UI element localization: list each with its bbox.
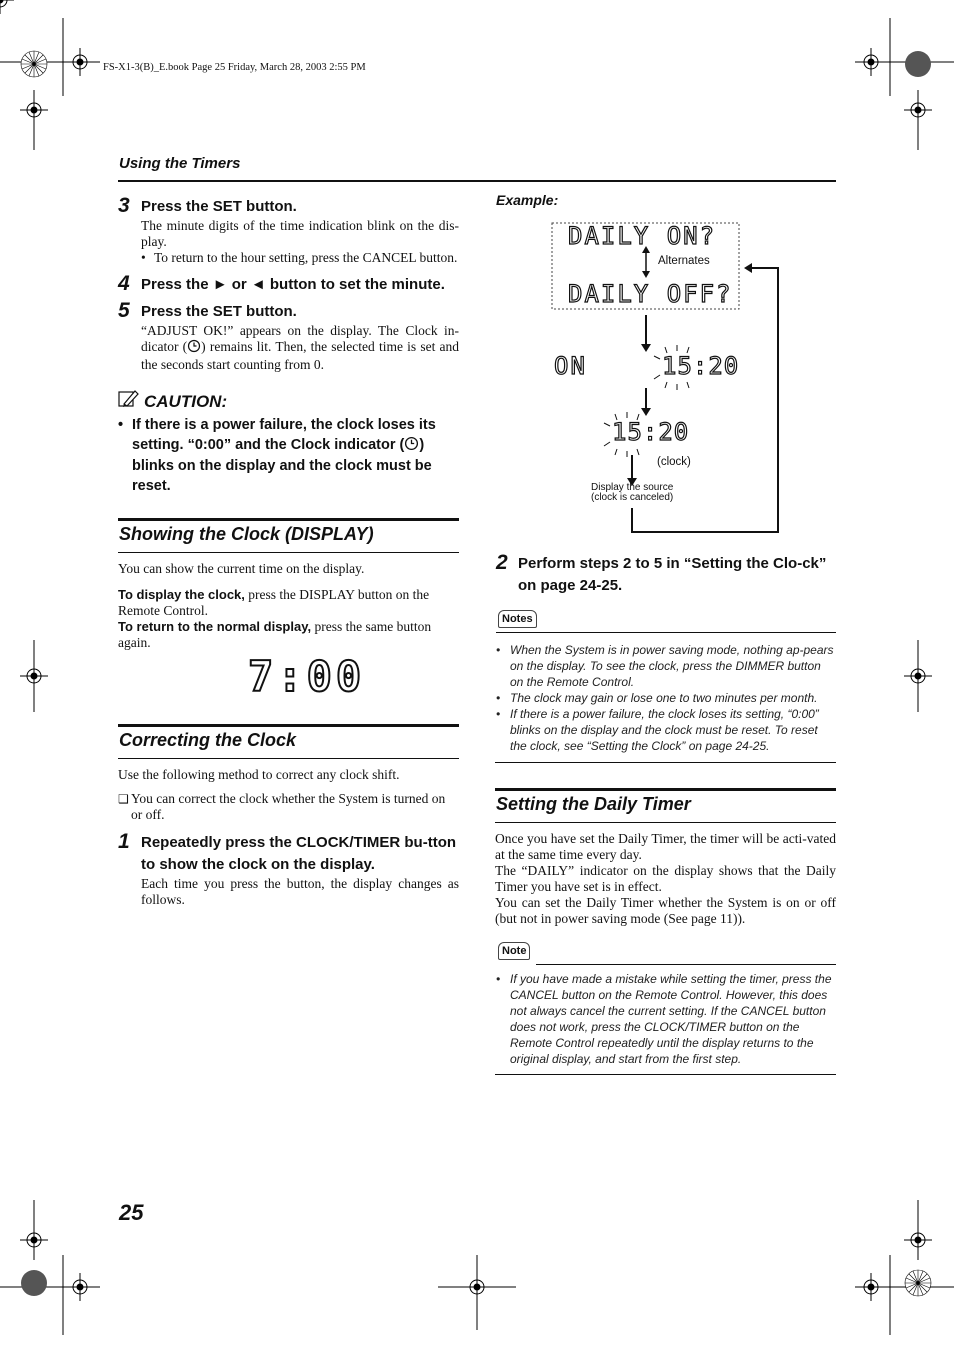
notes-block <box>496 610 836 754</box>
showing-p2: To return to the normal display, press the same button again. <box>118 619 432 650</box>
note-end-rule <box>495 1074 836 1075</box>
step-body-a: “ADJUST OK!” appears on the display. The Clock in-dicator ( <box>141 323 459 354</box>
section-title-correcting: Correcting the Clock <box>119 730 297 750</box>
step-title: Press the SET button. <box>141 198 297 215</box>
section-rule-top <box>495 788 836 791</box>
notes-rule <box>496 632 836 633</box>
step-body: Each time you press the button, the display changes as follows. <box>141 876 459 907</box>
lcd-clock-display: 7:00 <box>248 652 366 701</box>
section-rule-top <box>118 518 459 521</box>
caution-text <box>118 416 459 496</box>
source-label: Display the source (clock is canceled) <box>591 482 674 503</box>
showing-intro: You can show the current time on the display. <box>118 561 365 576</box>
note-rule <box>536 964 836 965</box>
lcd-on-time: 15:20 <box>662 352 740 380</box>
notes-header <box>496 610 836 634</box>
example-label: Example: <box>496 192 559 208</box>
step-5 <box>118 301 459 373</box>
note-item: • The clock may gain or lose one to two minutes per month. <box>496 691 818 705</box>
step-number: 4 <box>118 272 130 295</box>
step-title: Press the SET button. <box>141 303 297 320</box>
notes-badge: Notes <box>498 610 537 628</box>
step-number: 3 <box>118 194 130 217</box>
step-number: 1 <box>118 830 130 853</box>
step-1 <box>118 832 459 908</box>
step-title: Press the ► or ◄ button to set the minute. <box>141 276 445 293</box>
showing-p1: To display the clock, press the DISPLAY button on the Remote Control. <box>118 587 430 618</box>
step-body <box>141 323 459 373</box>
section-rule-bottom <box>118 552 459 553</box>
showing-content <box>118 561 459 651</box>
note-item: • If there is a power failure, the clock loses its setting, “0:00” blinks on the display and the clock must be reset. To reset the clock, see “Setting the Clock” on page 24-25. <box>496 707 819 753</box>
daily-p3: You can set the Daily Timer whether the System is on or off (but not in power saving mode (See page 11)). <box>495 895 836 926</box>
left-column <box>118 196 459 496</box>
daily-content <box>495 831 836 927</box>
clock-indicator-icon <box>404 436 419 458</box>
step-4 <box>118 274 459 296</box>
notes-list <box>496 642 836 754</box>
step-body: The minute digits of the time indication blink on the dis-play. <box>141 218 459 249</box>
display-sequence-diagram <box>540 220 790 540</box>
lcd-on: ON <box>554 352 587 380</box>
section-rule-bottom <box>118 758 459 759</box>
lcd-daily-off: DAILY OFF? <box>568 280 733 308</box>
page-number: 25 <box>119 1200 144 1225</box>
lcd-clock-time: 15:20 <box>612 418 690 446</box>
daily-p2: The “DAILY” indicator on the display shows that the Daily Timer you have set is in effect. <box>495 863 836 894</box>
step-body-b: ) remains lit. Then, the selected time is set and the seconds start counting from 0. <box>141 339 459 372</box>
correcting-content <box>118 767 459 823</box>
bullet-dot: • <box>118 417 124 433</box>
lcd-daily-on: DAILY ON? <box>568 222 717 250</box>
pencil-icon <box>118 389 140 414</box>
correcting-check-item: ❑ You can correct the clock whether the System is turned on or off. <box>118 791 446 822</box>
running-header-title: Using the Timers <box>119 155 241 172</box>
caution-heading <box>118 389 459 414</box>
caution-title: CAUTION: <box>144 391 228 411</box>
step-title: Perform steps 2 to 5 in “Setting the Clo-ck” on page 24-25. <box>518 555 827 594</box>
step-number: 2 <box>496 551 508 574</box>
caution-body: If there is a power failure, the clock loses its setting. “0:00” and the Clock indicator ( ) blinks on the display and the clock must be reset. <box>132 417 436 494</box>
step-title: Repeatedly press the CLOCK/TIMER bu-tton to show the clock on the display. <box>141 834 457 873</box>
note-item: • When the System is in power saving mode, nothing ap-pears on the display. To see the clock, press the DIMMER button on the Remote Control. <box>496 643 834 689</box>
section-rule-top <box>118 724 459 727</box>
correcting-intro: Use the following method to correct any clock shift. <box>118 767 400 782</box>
section-title-showing: Showing the Clock (DISPLAY) <box>119 524 374 544</box>
step-bullet <box>141 250 459 266</box>
checkbox-icon: ❑ <box>118 792 129 806</box>
notes-end-rule <box>495 762 836 763</box>
step-number: 5 <box>118 299 130 322</box>
header-rule <box>118 180 836 182</box>
caution-block <box>118 389 459 496</box>
step-3 <box>118 196 459 266</box>
clock-label: (clock) <box>657 456 691 468</box>
note-header <box>496 942 836 966</box>
bullet-text: To return to the hour setting, press the CANCEL button. <box>154 250 458 265</box>
section-rule-bottom <box>495 822 836 823</box>
step-2 <box>496 553 836 597</box>
alternates-label: Alternates <box>658 255 710 267</box>
note-block <box>496 942 836 1067</box>
daily-p1: Once you have set the Daily Timer, the timer will be acti-vated at the same time every day. <box>495 831 836 862</box>
bullet-dot: • <box>141 250 146 265</box>
section-title-daily: Setting the Daily Timer <box>496 794 691 814</box>
file-info: FS-X1-3(B)_E.book Page 25 Friday, March 28, 2003 2:55 PM <box>103 62 366 73</box>
note-item: • If you have made a mistake while setting the timer, press the CANCEL button on the Remote Control. However, this does not always cancel the current setting. If the CANCEL button does not work, press the CLOCK/TIMER button on the Remote Control repeatedly until the display returns to the original display, and start from the first step. <box>496 972 832 1066</box>
note-badge: Note <box>498 942 530 960</box>
clock-indicator-icon <box>187 339 201 357</box>
